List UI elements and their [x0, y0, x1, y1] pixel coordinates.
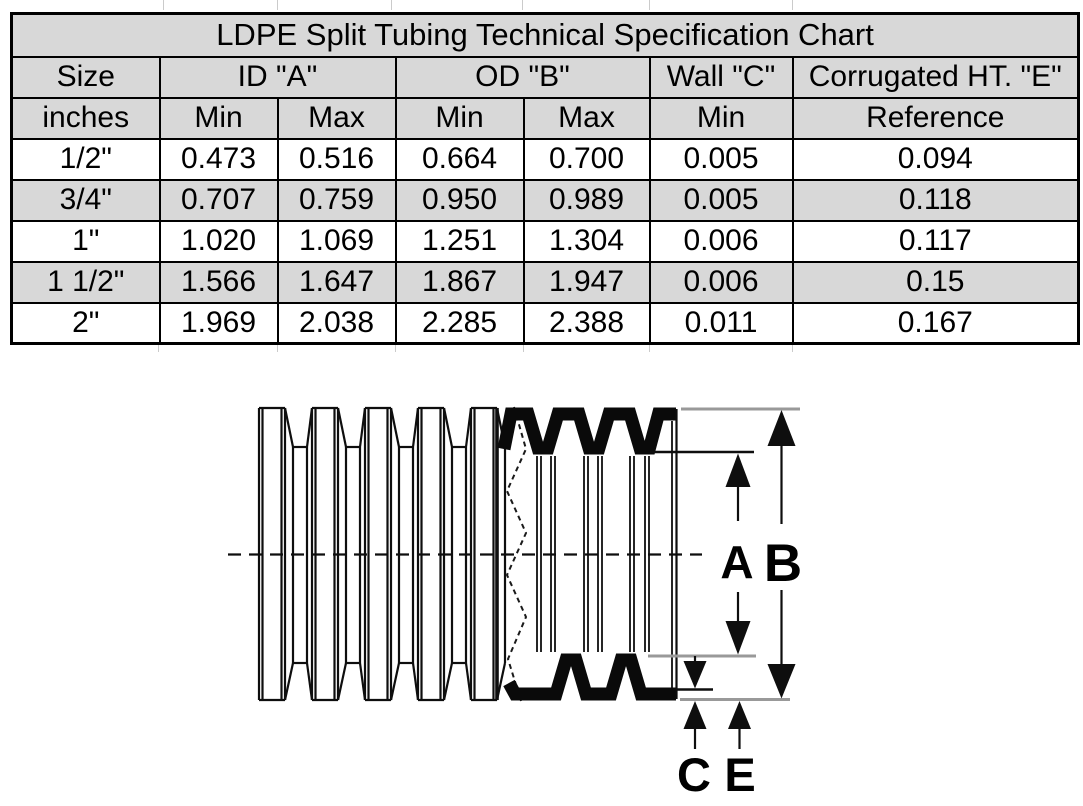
sub-header: Min — [160, 98, 278, 139]
table-cell: 0.516 — [278, 139, 396, 180]
table-cell: 2.285 — [396, 303, 524, 344]
dim-label-b: B — [763, 534, 803, 593]
column-group-header: ID "A" — [160, 57, 396, 98]
sub-header: Reference — [793, 98, 1079, 139]
table-cell: 0.094 — [793, 139, 1079, 180]
cross-section-bottom-wall — [509, 660, 676, 694]
table-row — [12, 221, 1079, 262]
table-row — [12, 262, 1079, 303]
table-cell: 1.969 — [160, 303, 278, 344]
sub-header: Min — [650, 98, 793, 139]
table-cell: 1.020 — [160, 221, 278, 262]
table-cell: 0.759 — [278, 180, 396, 221]
table-cell: 0.167 — [793, 303, 1079, 344]
table-cell: 0.989 — [524, 180, 650, 221]
spec-table — [10, 12, 1080, 345]
table-cell: 0.006 — [650, 262, 793, 303]
table-cell: 0.005 — [650, 180, 793, 221]
gridline-stub — [163, 0, 164, 10]
dim-label-a: A — [720, 536, 754, 588]
column-group-header: Size — [12, 57, 160, 98]
table-cell: 0.664 — [396, 139, 524, 180]
table-cell: 0.118 — [793, 180, 1079, 221]
table-cell: 0.950 — [396, 180, 524, 221]
table-cell: 1" — [12, 221, 160, 262]
table-cell: 0.006 — [650, 221, 793, 262]
table-row — [12, 303, 1079, 344]
table-cell: 0.005 — [650, 139, 793, 180]
table-cell: 1/2" — [12, 139, 160, 180]
dimension-c-arrows — [684, 656, 707, 749]
split-tubing-diagram — [0, 345, 1083, 806]
table-cell: 2" — [12, 303, 160, 344]
sub-header: inches — [12, 98, 160, 139]
gridline-stub — [792, 0, 793, 10]
dimension-e-arrows — [728, 701, 751, 749]
gridline-stub — [649, 0, 650, 10]
table-cell: 1.566 — [160, 262, 278, 303]
dim-label-e: E — [724, 748, 756, 801]
gridline-stub — [391, 0, 392, 10]
table-cell: 2.038 — [278, 303, 396, 344]
table-title-row — [12, 14, 1079, 57]
cross-section-top-wall — [504, 414, 676, 449]
table-title: LDPE Split Tubing Technical Specification Chart — [12, 14, 1079, 57]
table-cell: 1.251 — [396, 221, 524, 262]
table-cell: 0.707 — [160, 180, 278, 221]
table-cell: 0.15 — [793, 262, 1079, 303]
table-cell: 1.947 — [524, 262, 650, 303]
table-cell: 1.069 — [278, 221, 396, 262]
column-group-header: Wall "C" — [650, 57, 793, 98]
sub-header: Min — [396, 98, 524, 139]
table-cell: 1.647 — [278, 262, 396, 303]
table-cell: 3/4" — [12, 180, 160, 221]
sub-header-row — [12, 98, 1079, 139]
column-group-row — [12, 57, 1079, 98]
sub-header: Max — [278, 98, 396, 139]
table-cell: 1.304 — [524, 221, 650, 262]
table-cell: 1 1/2" — [12, 262, 160, 303]
column-group-header: Corrugated HT. "E" — [793, 57, 1079, 98]
gridline-stub — [522, 0, 523, 10]
column-group-header: OD "B" — [396, 57, 650, 98]
sub-header: Max — [524, 98, 650, 139]
table-cell: 1.867 — [396, 262, 524, 303]
dim-label-c: C — [677, 748, 711, 801]
table-cell: 0.117 — [793, 221, 1079, 262]
table-row — [12, 139, 1079, 180]
table-cell: 0.700 — [524, 139, 650, 180]
table-cell: 0.011 — [650, 303, 793, 344]
table-row — [12, 180, 1079, 221]
gridline-stub — [277, 0, 278, 10]
table-cell: 2.388 — [524, 303, 650, 344]
table-cell: 0.473 — [160, 139, 278, 180]
